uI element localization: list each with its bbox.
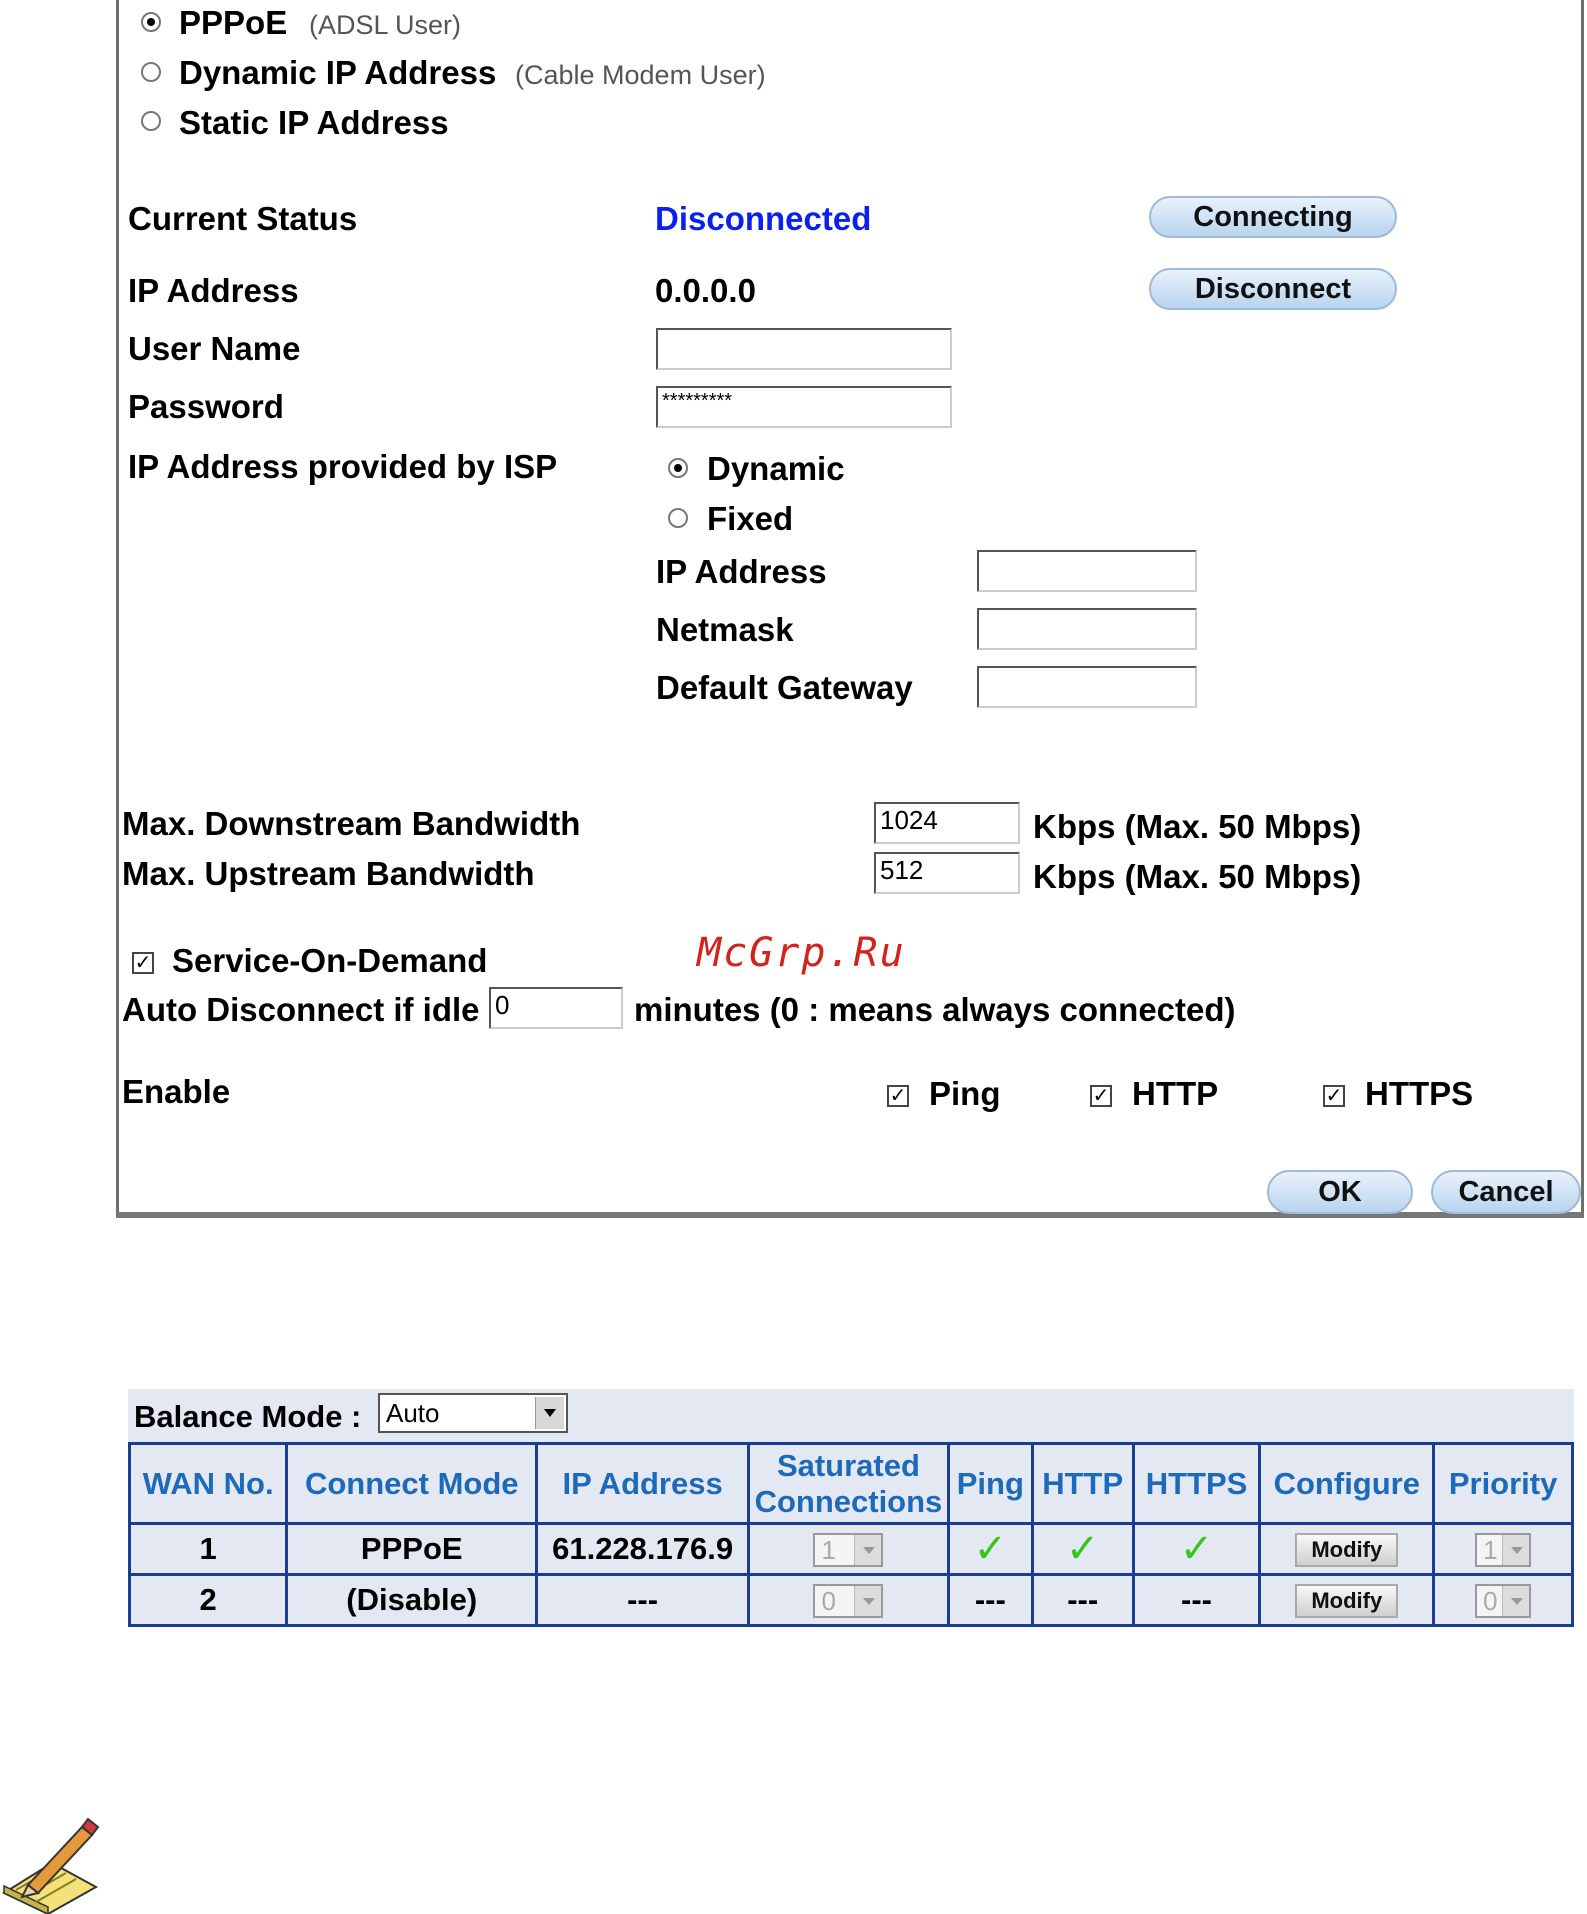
header-ip-address: IP Address: [537, 1444, 749, 1524]
isp-ip-label: IP Address provided by ISP: [128, 448, 558, 485]
cell-http: [1032, 1524, 1133, 1575]
modify-button[interactable]: Modify: [1295, 1533, 1398, 1567]
header-http: HTTP: [1032, 1444, 1133, 1524]
pppoe-settings-panel: [116, 0, 1584, 1218]
user-name-label: User Name: [128, 330, 301, 367]
downstream-unit: Kbps (Max. 50 Mbps): [1033, 808, 1362, 845]
upstream-input[interactable]: 512: [874, 852, 1020, 894]
table-header-row: [130, 1444, 1573, 1524]
cell-wan-no: 2: [130, 1575, 287, 1626]
pencil-notepad-icon: [0, 1815, 100, 1914]
hint-adsl-user: (ADSL User): [309, 10, 462, 40]
connecting-button[interactable]: Connecting: [1149, 196, 1397, 238]
label-isp-fixed: Fixed: [707, 500, 794, 537]
fixed-ip-label: IP Address: [656, 553, 827, 590]
cell-configure: [1260, 1524, 1434, 1575]
check-icon: ✓: [973, 1526, 1008, 1571]
https-label: HTTPS: [1365, 1075, 1474, 1112]
modify-button[interactable]: Modify: [1295, 1584, 1398, 1618]
chevron-down-icon[interactable]: [1502, 1586, 1529, 1616]
current-status-label: Current Status: [128, 200, 358, 237]
downstream-label: Max. Downstream Bandwidth: [122, 805, 581, 842]
balance-mode-bar: [128, 1389, 1574, 1445]
chevron-down-icon[interactable]: [1502, 1535, 1529, 1565]
chevron-down-icon[interactable]: [854, 1535, 881, 1565]
netmask-input[interactable]: [977, 608, 1197, 650]
cell-saturated: [748, 1575, 948, 1626]
cell-ip-address: ---: [537, 1575, 749, 1626]
label-dynamic-ip: Dynamic IP Address: [179, 54, 497, 91]
cell-http: ---: [1032, 1575, 1133, 1626]
header-configure: Configure: [1260, 1444, 1434, 1524]
chevron-down-icon[interactable]: [854, 1586, 881, 1616]
ip-address-label: IP Address: [128, 272, 299, 309]
table-row: [130, 1524, 1573, 1575]
cell-ping: [948, 1524, 1032, 1575]
https-checkbox[interactable]: ✓: [1323, 1085, 1345, 1107]
header-wan-no: WAN No.: [130, 1444, 287, 1524]
saturated-value: 0: [821, 1586, 836, 1617]
radio-pppoe[interactable]: [141, 12, 161, 32]
auto-disconnect-unit: minutes (0 : means always connected): [634, 991, 1236, 1028]
password-input[interactable]: *********: [656, 386, 952, 428]
password-label: Password: [128, 388, 284, 425]
watermark-text: McGrp.Ru: [697, 930, 906, 976]
radio-isp-fixed[interactable]: [668, 508, 688, 528]
netmask-label: Netmask: [656, 611, 794, 648]
auto-disconnect-label: Auto Disconnect if idle: [122, 991, 480, 1028]
check-icon: ✓: [1179, 1526, 1214, 1571]
radio-isp-dynamic[interactable]: [668, 458, 688, 478]
enable-label: Enable: [122, 1073, 231, 1110]
hint-cable-modem-user: (Cable Modem User): [515, 60, 766, 90]
label-static-ip: Static IP Address: [179, 104, 449, 141]
auto-disconnect-input[interactable]: 0: [489, 987, 623, 1029]
downstream-input[interactable]: 1024: [874, 802, 1020, 844]
cell-ping: ---: [948, 1575, 1032, 1626]
priority-value: 1: [1483, 1535, 1498, 1566]
saturated-value: 1: [821, 1535, 836, 1566]
fixed-ip-input[interactable]: [977, 550, 1197, 592]
header-saturated-connections: Saturated Connections: [748, 1444, 948, 1524]
header-priority: Priority: [1434, 1444, 1573, 1524]
saturated-select[interactable]: [813, 1584, 883, 1618]
http-checkbox[interactable]: ✓: [1090, 1085, 1112, 1107]
gateway-label: Default Gateway: [656, 669, 913, 706]
check-icon: ✓: [1065, 1526, 1100, 1571]
upstream-label: Max. Upstream Bandwidth: [122, 855, 535, 892]
cell-connect-mode: (Disable): [287, 1575, 537, 1626]
status-value: Disconnected: [655, 200, 872, 237]
cell-wan-no: 1: [130, 1524, 287, 1575]
header-https: HTTPS: [1133, 1444, 1260, 1524]
cancel-button[interactable]: Cancel: [1431, 1170, 1581, 1214]
cell-https: [1133, 1524, 1260, 1575]
header-ping: Ping: [948, 1444, 1032, 1524]
label-isp-dynamic: Dynamic: [707, 450, 845, 487]
priority-select[interactable]: [1475, 1533, 1531, 1567]
wan-status-table: [128, 1442, 1574, 1627]
balance-mode-label: Balance Mode :: [134, 1399, 362, 1434]
ping-label: Ping: [929, 1075, 1001, 1112]
cell-priority: [1434, 1575, 1573, 1626]
cell-configure: [1260, 1575, 1434, 1626]
priority-select[interactable]: [1475, 1584, 1531, 1618]
gateway-input[interactable]: [977, 666, 1197, 708]
ok-button[interactable]: OK: [1267, 1170, 1413, 1214]
user-name-input[interactable]: [656, 328, 952, 370]
chevron-down-icon[interactable]: [535, 1397, 564, 1429]
disconnect-button[interactable]: Disconnect: [1149, 268, 1397, 310]
header-connect-mode: Connect Mode: [287, 1444, 537, 1524]
service-on-demand-checkbox[interactable]: ✓: [132, 952, 154, 974]
cell-connect-mode: PPPoE: [287, 1524, 537, 1575]
radio-dynamic-ip[interactable]: [141, 62, 161, 82]
cell-saturated: [748, 1524, 948, 1575]
label-pppoe: PPPoE: [179, 4, 288, 41]
radio-static-ip[interactable]: [141, 111, 161, 131]
balance-mode-select[interactable]: [378, 1393, 568, 1433]
upstream-unit: Kbps (Max. 50 Mbps): [1033, 858, 1362, 895]
balance-mode-value: Auto: [386, 1398, 440, 1428]
cell-ip-address: 61.228.176.9: [537, 1524, 749, 1575]
saturated-select[interactable]: [813, 1533, 883, 1567]
http-label: HTTP: [1132, 1075, 1219, 1112]
ping-checkbox[interactable]: ✓: [887, 1085, 909, 1107]
priority-value: 0: [1483, 1586, 1498, 1617]
cell-https: ---: [1133, 1575, 1260, 1626]
cell-priority: [1434, 1524, 1573, 1575]
ip-address-value: 0.0.0.0: [655, 272, 756, 309]
service-on-demand-label: Service-On-Demand: [172, 942, 488, 979]
table-row: [130, 1575, 1573, 1626]
